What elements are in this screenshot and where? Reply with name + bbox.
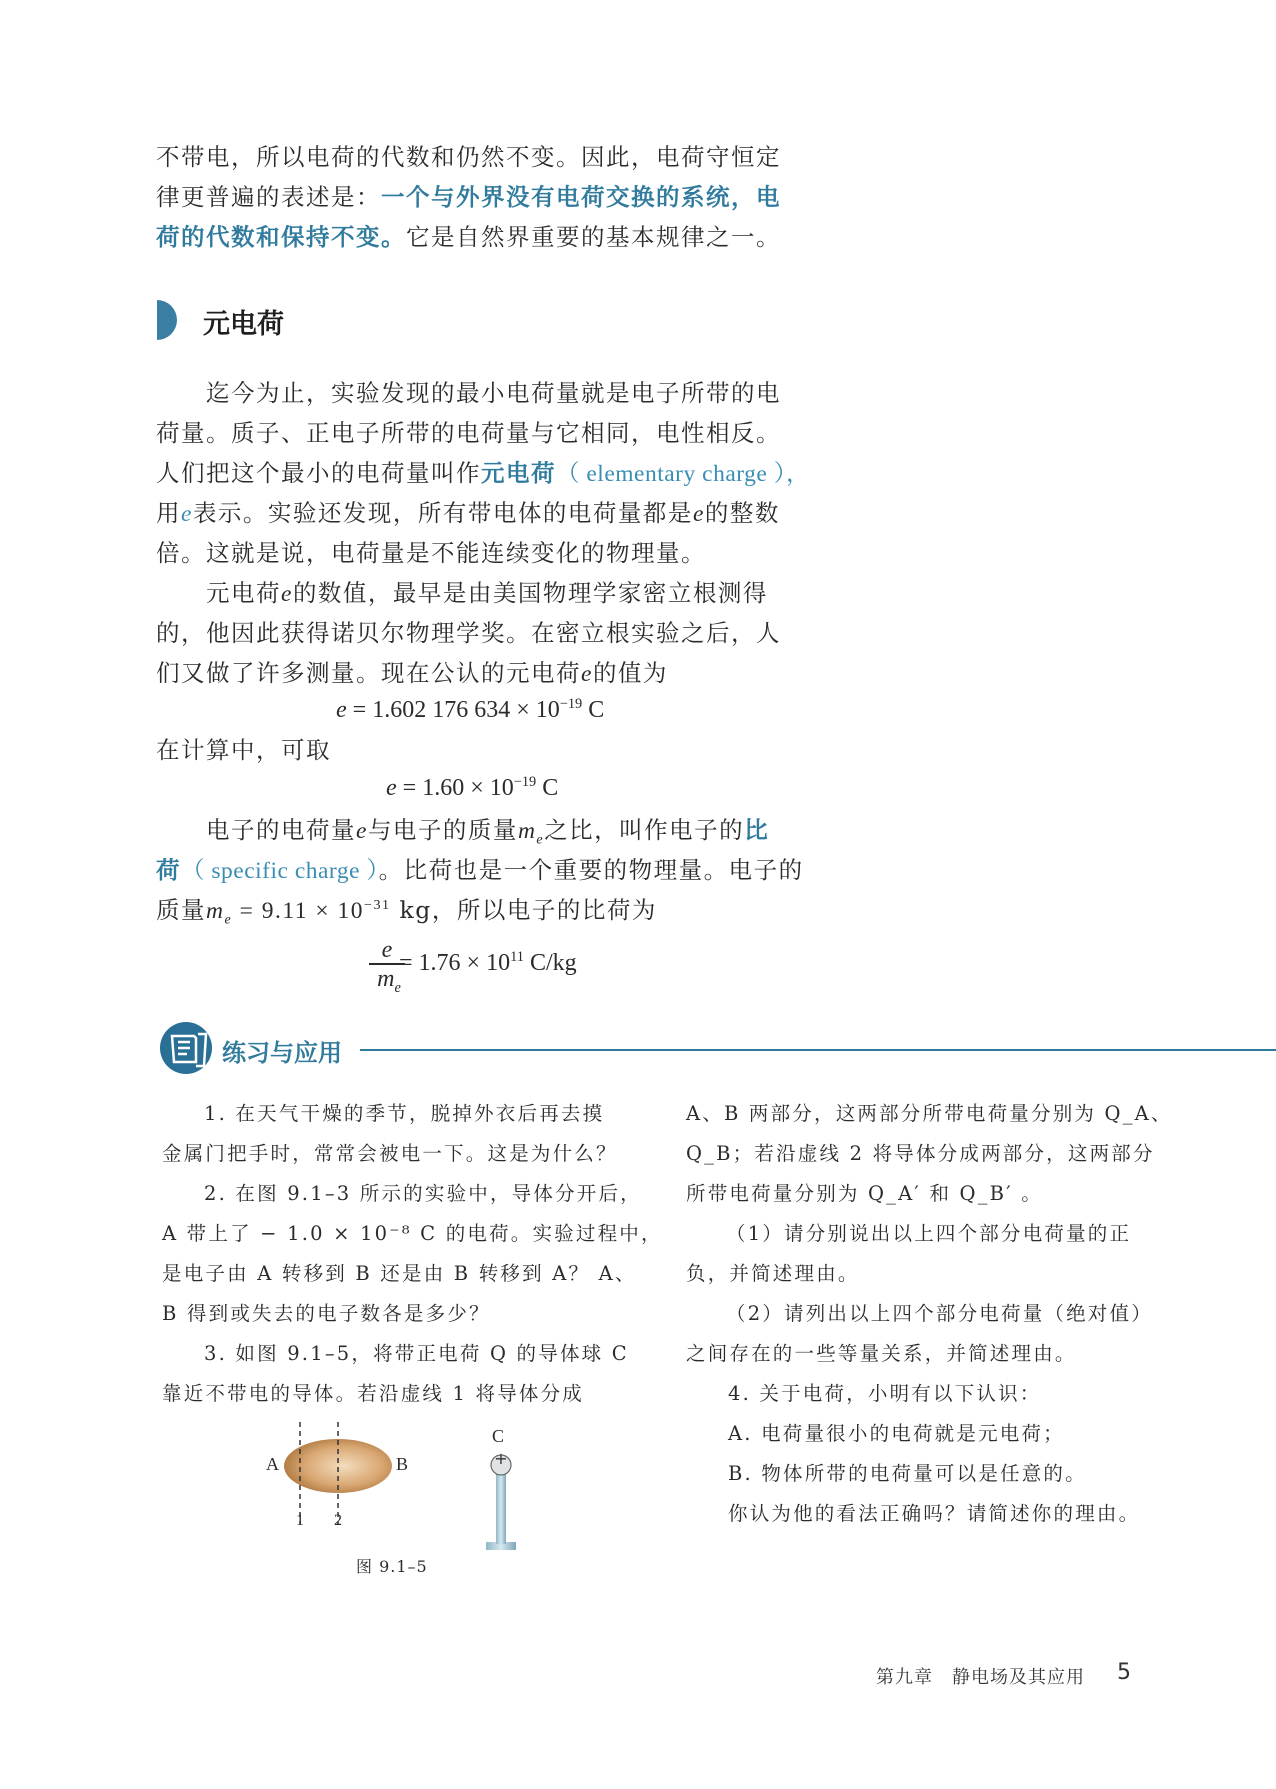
stand-rod (496, 1472, 506, 1544)
term-elementary-charge: 元电荷 (481, 459, 556, 487)
exercise-right-line-7: 之间存在的一些等量关系，并简述理由。 (686, 1342, 1077, 1365)
para1-line-5: 倍。这就是说，电荷量是不能连续变化的物理量。 (156, 539, 706, 567)
exercise-left-line-5: 是电子由 A 转移到 B 还是由 B 转移到 A？ A、 (162, 1262, 637, 1285)
para1-line-2: 荷量。质子、正电子所带的电荷量与它相同，电性相反。 (156, 419, 781, 447)
exercise-left-line-8: 靠近不带电的导体。若沿虚线 1 将导体分成 (162, 1382, 585, 1405)
figure-9-1-5 (258, 1420, 598, 1570)
equation-e-exact: e = 1.602 176 $634 \times 10^{-19}$ C (336, 696, 605, 723)
exercise-right-line-2: Q_B；若沿虚线 2 将导体分成两部分，这两部分 (686, 1142, 1155, 1165)
term-elementary-charge-en: （ elementary charge ）， (556, 461, 810, 487)
equation-e-approx: $e = 1.60 \times 10^{-19}$ C (386, 774, 559, 801)
exercise-right-line-10: B. 物体所带的电荷量可以是任意的。 (728, 1462, 1087, 1485)
intro-line-2: 律更普遍的表述是：一个与外界没有电荷交换的系统，电 (156, 183, 781, 211)
exercise-right-line-4: （1）请分别说出以上四个部分电荷量的正 (726, 1222, 1132, 1245)
intro-line-3: 荷的代数和保持不变。它是自然界重要的基本规律之一。 (156, 223, 781, 251)
figure-label-b: B (396, 1454, 409, 1474)
equation-specific-charge: = $1.76 \times 10^{11}$ C/kg (399, 949, 577, 976)
exercise-icon (160, 1022, 212, 1074)
figure-label-line-2: 2 (334, 1512, 342, 1529)
exercise-right-line-8: 4. 关于电荷，小明有以下认识： (728, 1382, 1042, 1405)
para2-line-1: 元电荷e的数值，最早是由美国物理学家密立根测得 (206, 579, 768, 607)
exercise-left-line-4: A 带上了 − 1.0 × 10⁻⁸ C 的电荷。实验过程中， (162, 1222, 663, 1245)
exercise-right-line-6: （2）请列出以上四个部分电荷量（绝对值） (726, 1302, 1153, 1325)
term-specific-charge-1: 比 (744, 816, 770, 844)
term-specific-charge-2: 荷 (156, 856, 181, 884)
term-specific-charge-en: （ specific charge ） (181, 858, 379, 884)
exercise-rule (360, 1049, 1276, 1051)
exercise-right-line-9: A. 电荷量很小的电荷就是元电荷； (728, 1422, 1065, 1445)
conductor-body (284, 1439, 392, 1493)
exercise-right-line-1: A、B 两部分，这两部分所带电荷量分别为 Q_A、 (686, 1102, 1173, 1125)
intro-line-1: 不带电，所以电荷的代数和仍然不变。因此，电荷守恒定 (156, 143, 781, 171)
law-statement-part1: 一个与外界没有电荷交换的系统，电 (381, 183, 781, 211)
figure-label-c: C (492, 1426, 505, 1446)
fraction-denominator: $m_e$ (377, 966, 401, 996)
law-statement-part2: 荷的代数和保持不变。 (156, 223, 406, 251)
exercise-left-line-7: 3. 如图 9.1–5，将带正电荷 Q 的导体球 C (204, 1342, 629, 1365)
plus-sign-icon: + (494, 1449, 508, 1468)
exercise-right-line-5: 负，并简述理由。 (686, 1262, 860, 1285)
section-marker-icon (157, 300, 179, 340)
page-number: 5 (1117, 1660, 1131, 1685)
section-title: 元电荷 (203, 309, 284, 340)
fraction-numerator: e (381, 937, 393, 963)
para3-line-2: 荷（ specific charge ）。比荷也是一个重要的物理量。电子的 (156, 856, 804, 884)
figure-label-a: A (266, 1454, 279, 1474)
para3-line-3: 质量$m_e = 9.11 \times 10^{-31}$ kg，所以电子的比荷为 (156, 896, 657, 928)
para2-line-3: 们又做了许多测量。现在公认的元电荷e的值为 (156, 659, 668, 687)
exercise-left-line-3: 2. 在图 9.1–3 所示的实验中，导体分开后， (204, 1182, 642, 1205)
figure-label-line-1: 1 (296, 1512, 304, 1529)
calc-line: 在计算中，可取 (156, 736, 331, 764)
exercise-title: 练习与应用 (222, 1039, 342, 1067)
figure-caption: 图 9.1–5 (356, 1557, 428, 1576)
exercise-left-line-1: 1. 在天气干燥的季节，脱掉外衣后再去摸 (204, 1102, 605, 1125)
exercise-right-line-11: 你认为他的看法正确吗？请简述你的理由。 (728, 1502, 1141, 1525)
exercise-left-line-2: 金属门把手时，常常会被电一下。这是为什么？ (162, 1142, 618, 1165)
exercise-right-line-3: 所带电荷量分别为 Q_A′ 和 Q_B′ 。 (686, 1182, 1043, 1205)
para1-line-1: 迄今为止，实验发现的最小电荷量就是电子所带的电 (206, 379, 781, 407)
para2-line-2: 的，他因此获得诺贝尔物理学奖。在密立根实验之后，人 (156, 619, 781, 647)
para1-line-3: 人们把这个最小的电荷量叫作元电荷（ elementary charge ）， (156, 459, 810, 487)
para3-line-1: 电子的电荷量e与电子的质量$m_e$之比，叫作电子的比 (206, 816, 770, 848)
footer-chapter: 第九章 静电场及其应用 (876, 1667, 1085, 1688)
exercise-left-line-6: B 得到或失去的电子数各是多少？ (162, 1302, 491, 1325)
para1-line-4: 用e表示。实验还发现，所有带电体的电荷量都是e的整数 (156, 499, 780, 527)
